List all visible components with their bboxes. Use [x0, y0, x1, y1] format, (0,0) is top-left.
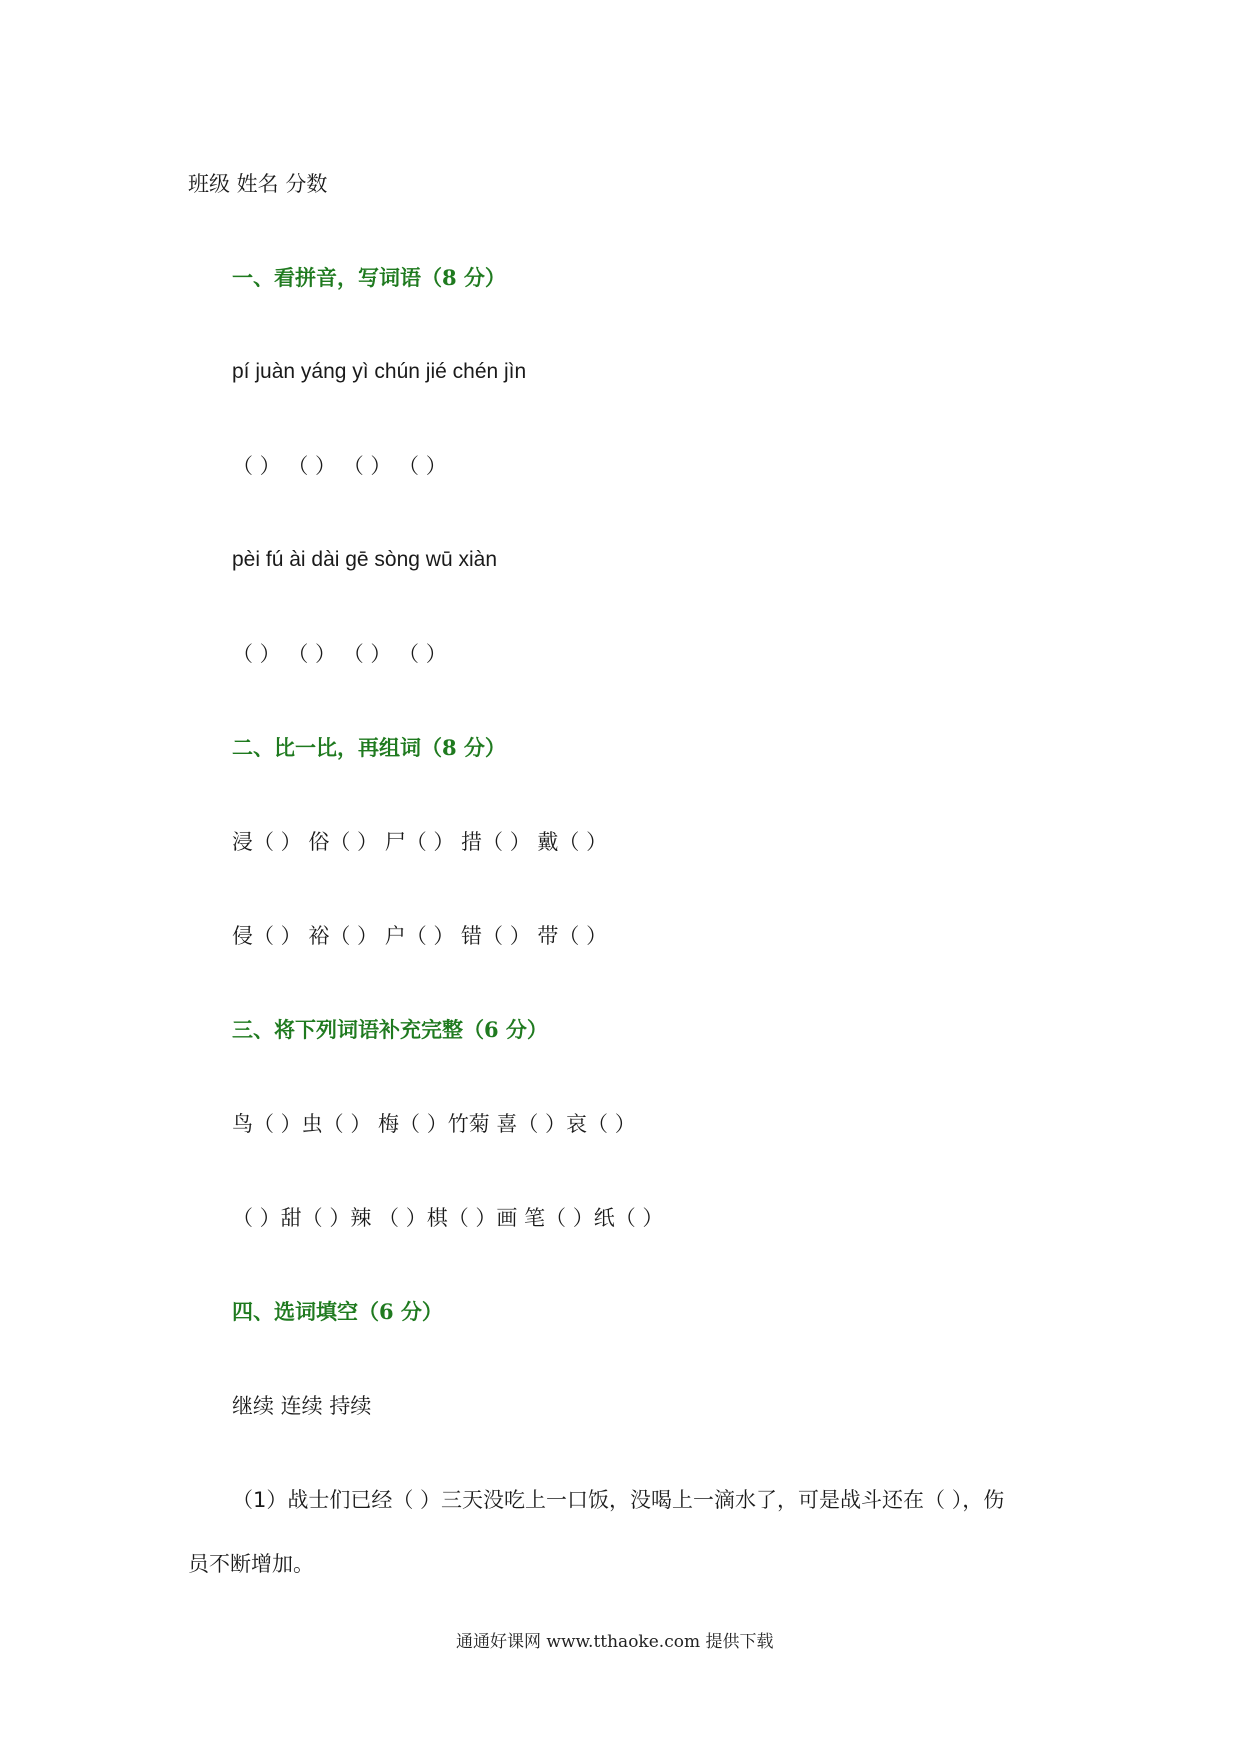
answer-blanks-row-1: （ ） （ ） （ ） （ ） — [232, 454, 447, 478]
pinyin-row-2: pèi fú ài dài ɡē sònɡ wū xiàn — [232, 548, 498, 571]
page-footer: 通通好课网 www.tthaoke.com 提供下载 — [456, 1632, 774, 1652]
word-options: 继续 连续 持续 — [232, 1394, 372, 1418]
section4-title: 四、选词填空（6 分） — [232, 1299, 443, 1324]
question-1-line-2: 员不断增加。 — [188, 1552, 314, 1576]
question-1-line-1: （1）战士们已经（ ）三天没吃上一口饭，没喝上一滴水了，可是战斗还在（ ），伤 — [232, 1488, 1005, 1512]
compare-words-row-2: 侵（ ） 裕（ ） 户（ ） 错（ ） 带（ ） — [232, 924, 608, 948]
section2-title: 二、比一比，再组词（8 分） — [232, 735, 506, 760]
section3-title: 三、将下列词语补充完整（6 分） — [232, 1017, 548, 1042]
section1-title: 一、看拼音，写词语（8 分） — [232, 265, 506, 290]
pinyin-row-1: pí juàn yánɡ yì chún jié chén jìn — [232, 360, 527, 383]
class-name-score-line: 班级 姓名 分数 — [188, 172, 328, 196]
complete-words-row-2: （ ）甜（ ）辣 （ ）棋（ ）画 笔（ ）纸（ ） — [232, 1206, 664, 1230]
complete-words-row-1: 鸟（ ）虫（ ） 梅（ ）竹菊 喜（ ）哀（ ） — [232, 1112, 636, 1136]
answer-blanks-row-2: （ ） （ ） （ ） （ ） — [232, 642, 447, 666]
compare-words-row-1: 浸（ ） 俗（ ） 尸（ ） 措（ ） 戴（ ） — [232, 830, 608, 854]
